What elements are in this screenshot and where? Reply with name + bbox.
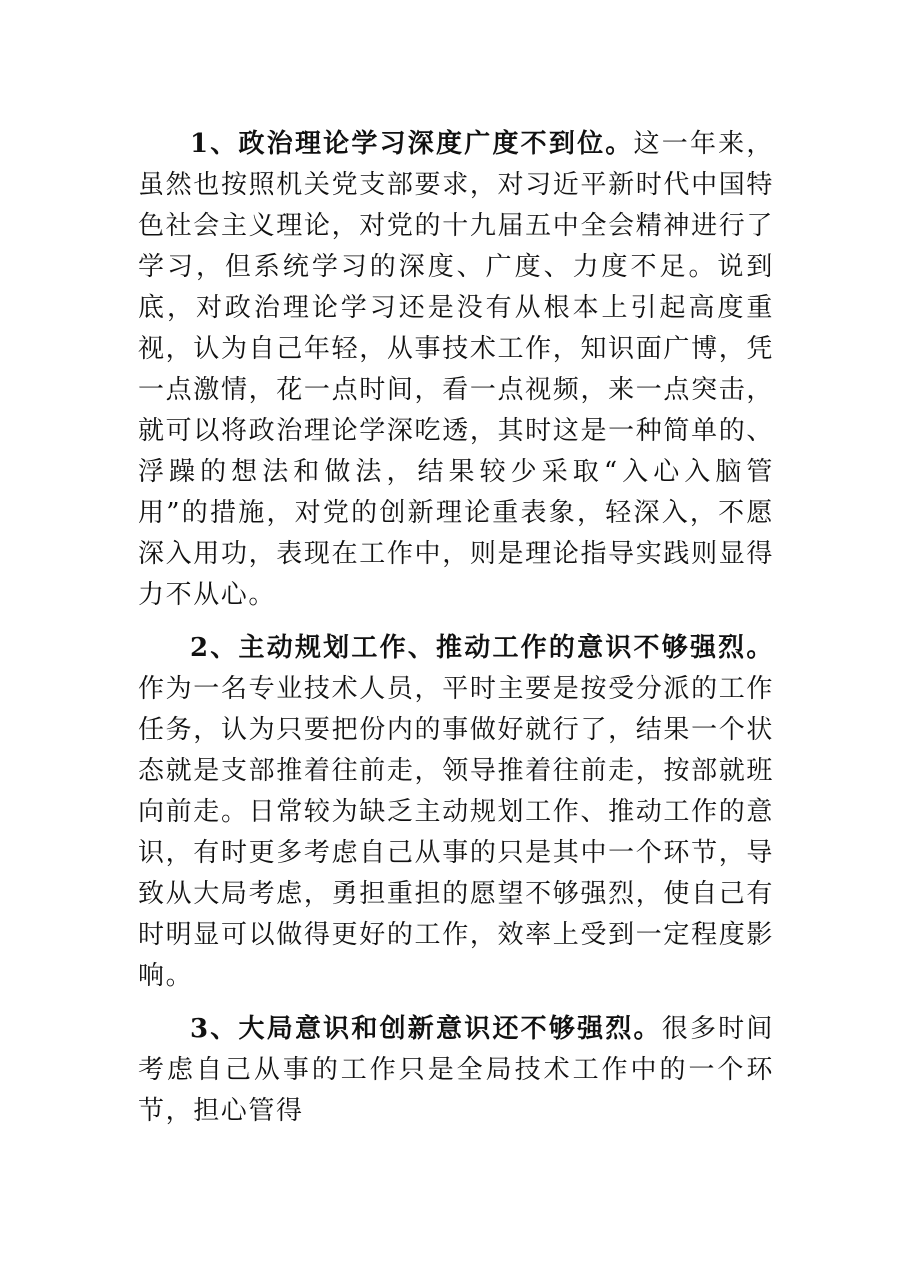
paragraph-3 <box>138 1009 774 1132</box>
paragraph-heading: 3、大局意识和创新意识还不够强烈。 <box>190 1014 662 1044</box>
paragraph-body: 这一年来，虽然也按照机关党支部要求，对习近平新时代中国特色社会主义理论，对党的十九届五中全会精神进行了学习，但系统学习的深度、广度、力度不足。说到底，对政治理论学习还是没有从根本上引起高度重视，认为自己年轻，从事技术工作，知识面广博，凭一点激情，花一点时间，看一点视频，来一点突击，就可以将政治理论学深吃透，其时这是一种简单的、浮躁的想法和做法，结果较少采取“入心入脑管用”的措施，对党的创新理论重表象，轻深入，不愿深入用功，表现在工作中，则是理论指导实践则显得力不从心。 <box>138 129 774 610</box>
document-page <box>138 124 774 1144</box>
paragraph-heading: 1、政治理论学习深度广度不到位。 <box>190 129 634 159</box>
paragraph-2 <box>138 628 774 997</box>
paragraph-1 <box>138 124 774 616</box>
paragraph-body: 作为一名专业技术人员，平时主要是按受分派的工作任务，认为只要把份内的事做好就行了，结果一个状态就是支部推着往前走，领导推着往前走，按部就班向前走。日常较为缺乏主动规划工作、推动工作的意识，有时更多考虑自己从事的只是其中一个环节，导致从大局考虑，勇担重担的愿望不够强烈，使自己有时明显可以做得更好的工作，效率上受到一定程度影响。 <box>138 674 774 991</box>
paragraph-heading: 2、主动规划工作、推动工作的意识不够强烈。 <box>190 633 774 663</box>
paragraph-body: 很多时间考虑自己从事的工作只是全局技术工作中的一个环节，担心管得 <box>138 1014 774 1126</box>
